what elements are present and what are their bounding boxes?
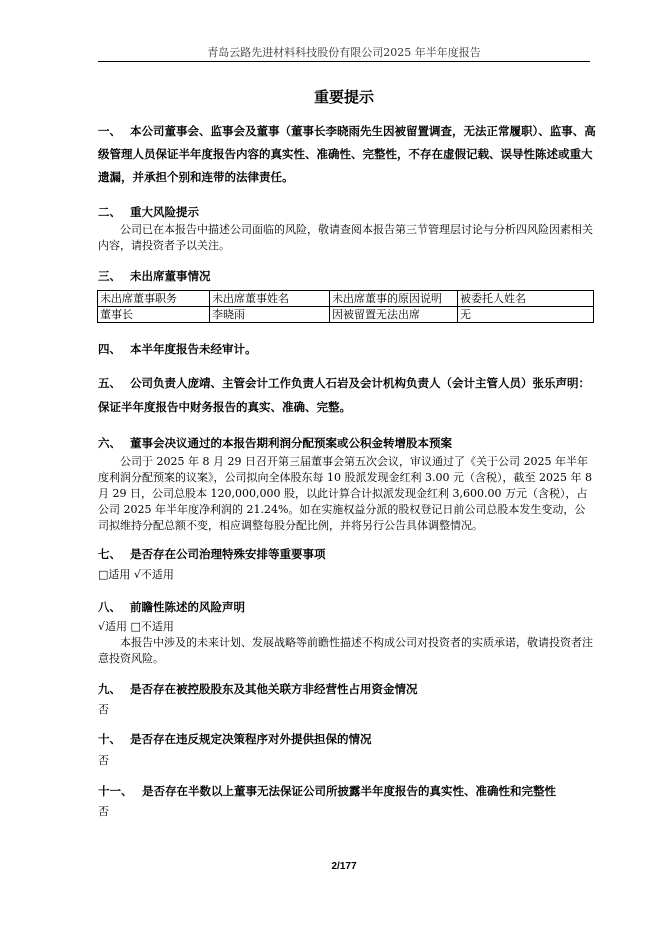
section-7-heading xyxy=(98,546,598,562)
section-10-number: 十、 xyxy=(98,732,121,746)
table-row xyxy=(98,307,594,323)
section-8-answer: √适用 □不适用 xyxy=(98,620,174,633)
section-10-answer: 否 xyxy=(98,754,109,767)
section-2-title: 重大风险提示 xyxy=(130,205,199,219)
section-4-number: 四、 xyxy=(98,342,121,356)
section-5-line-2: 保证半年度报告中财务报告的真实、准确、完整。 xyxy=(98,400,351,414)
section-6-heading xyxy=(98,435,598,451)
section-9-number: 九、 xyxy=(98,682,121,696)
section-11-heading xyxy=(98,783,598,799)
table-header-row xyxy=(98,291,594,307)
section-5-text-1: 公司负责人庞靖、主管会计工作负责人石岩及会计机构负责人（会计主管人员）张乐声明： xyxy=(130,376,590,390)
section-7-answer: □适用 √不适用 xyxy=(98,568,174,581)
section-2-body: 公司已在本报告中描述公司面临的风险，敬请查阅本报告第三节管理层讨论与分析四风险因素相关内容，请投资者予以关注。 xyxy=(98,223,593,252)
section-11-answer: 否 xyxy=(98,805,109,818)
table-cell: 董事长 xyxy=(98,307,210,323)
section-4-text: 本半年度报告未经审计。 xyxy=(130,342,257,356)
section-9-title: 是否存在被控股股东及其他关联方非经营性占用资金情况 xyxy=(130,682,418,696)
report-header: 青岛云路先进材料科技股份有限公司2025 年半年度报告 xyxy=(207,46,481,59)
section-6-number: 六、 xyxy=(98,436,121,450)
section-10-title: 是否存在违反规定决策程序对外提供担保的情况 xyxy=(130,732,372,746)
section-9-heading xyxy=(98,681,598,697)
section-6-title: 董事会决议通过的本报告期利润分配预案或公积金转增股本预案 xyxy=(130,436,452,450)
section-3-title: 未出席董事情况 xyxy=(130,269,211,283)
section-8-title: 前瞻性陈述的风险声明 xyxy=(130,600,245,614)
table-header-cell: 未出席董事姓名 xyxy=(210,291,330,307)
section-9-answer: 否 xyxy=(98,703,109,716)
section-1 xyxy=(98,120,598,189)
section-1-number: 一、 xyxy=(98,124,121,138)
section-5-number: 五、 xyxy=(98,376,121,390)
table-header-cell: 未出席董事的原因说明 xyxy=(330,291,458,307)
table-cell: 因被留置无法出席 xyxy=(330,307,458,323)
table-cell: 无 xyxy=(458,307,594,323)
section-11-title: 是否存在半数以上董事无法保证公司所披露半年度报告的真实性、准确性和完整性 xyxy=(142,784,556,798)
header-divider xyxy=(98,61,590,62)
section-6-body: 公司于 2025 年 8 月 29 日召开第三届董事会第五次会议，审议通过了《关于公司 2025 年半年度利润分配预案的议案》，公司拟向全体股东每 10 股派发现金红利 3.00 元（含税），截至 2025 年 8 月 29 日，公司总股本 120,000,000 股，以此计算合计拟派发现金红利 3,600.00 万元（含税），占公司 2025 年半年度净利润的 21.24%。如在实施权益分派的股权登记日前公司总股本发生变动，公司拟维持分配总额不变，相应调整每股分配比例，并将另行公告具体调整情况。 xyxy=(98,455,592,532)
section-2-number: 二、 xyxy=(98,205,121,219)
section-2-heading xyxy=(98,204,598,220)
page-number: 2/177 xyxy=(331,861,357,872)
page-title: 重要提示 xyxy=(313,88,374,106)
section-5-line-1 xyxy=(98,375,598,391)
table-header-cell: 未出席董事职务 xyxy=(98,291,210,307)
section-3-heading xyxy=(98,268,598,284)
section-1-text: 本公司董事会、监事会及董事（董事长李晓雨先生因被留置调查，无法正常履职）、监事、高级管理人员保证半年度报告内容的真实性、准确性、完整性，不存在虚假记载、误导性陈述或重大遗漏，并承担个别和连带的法律责任。 xyxy=(98,124,596,184)
section-8-number: 八、 xyxy=(98,600,121,614)
section-7-title: 是否存在公司治理特殊安排等重要事项 xyxy=(130,547,326,561)
section-10-heading xyxy=(98,731,598,747)
section-7-number: 七、 xyxy=(98,547,121,561)
section-8-body: 本报告中涉及的未来计划、发展战略等前瞻性描述不构成公司对投资者的实质承诺，敬请投资者注意投资风险。 xyxy=(98,636,593,665)
absent-directors-table xyxy=(97,290,594,323)
table-header-cell: 被委托人姓名 xyxy=(458,291,594,307)
section-4 xyxy=(98,341,598,357)
table-cell: 李晓雨 xyxy=(210,307,330,323)
section-8-heading xyxy=(98,599,598,615)
section-3-number: 三、 xyxy=(98,269,121,283)
section-11-number: 十一、 xyxy=(98,784,133,798)
